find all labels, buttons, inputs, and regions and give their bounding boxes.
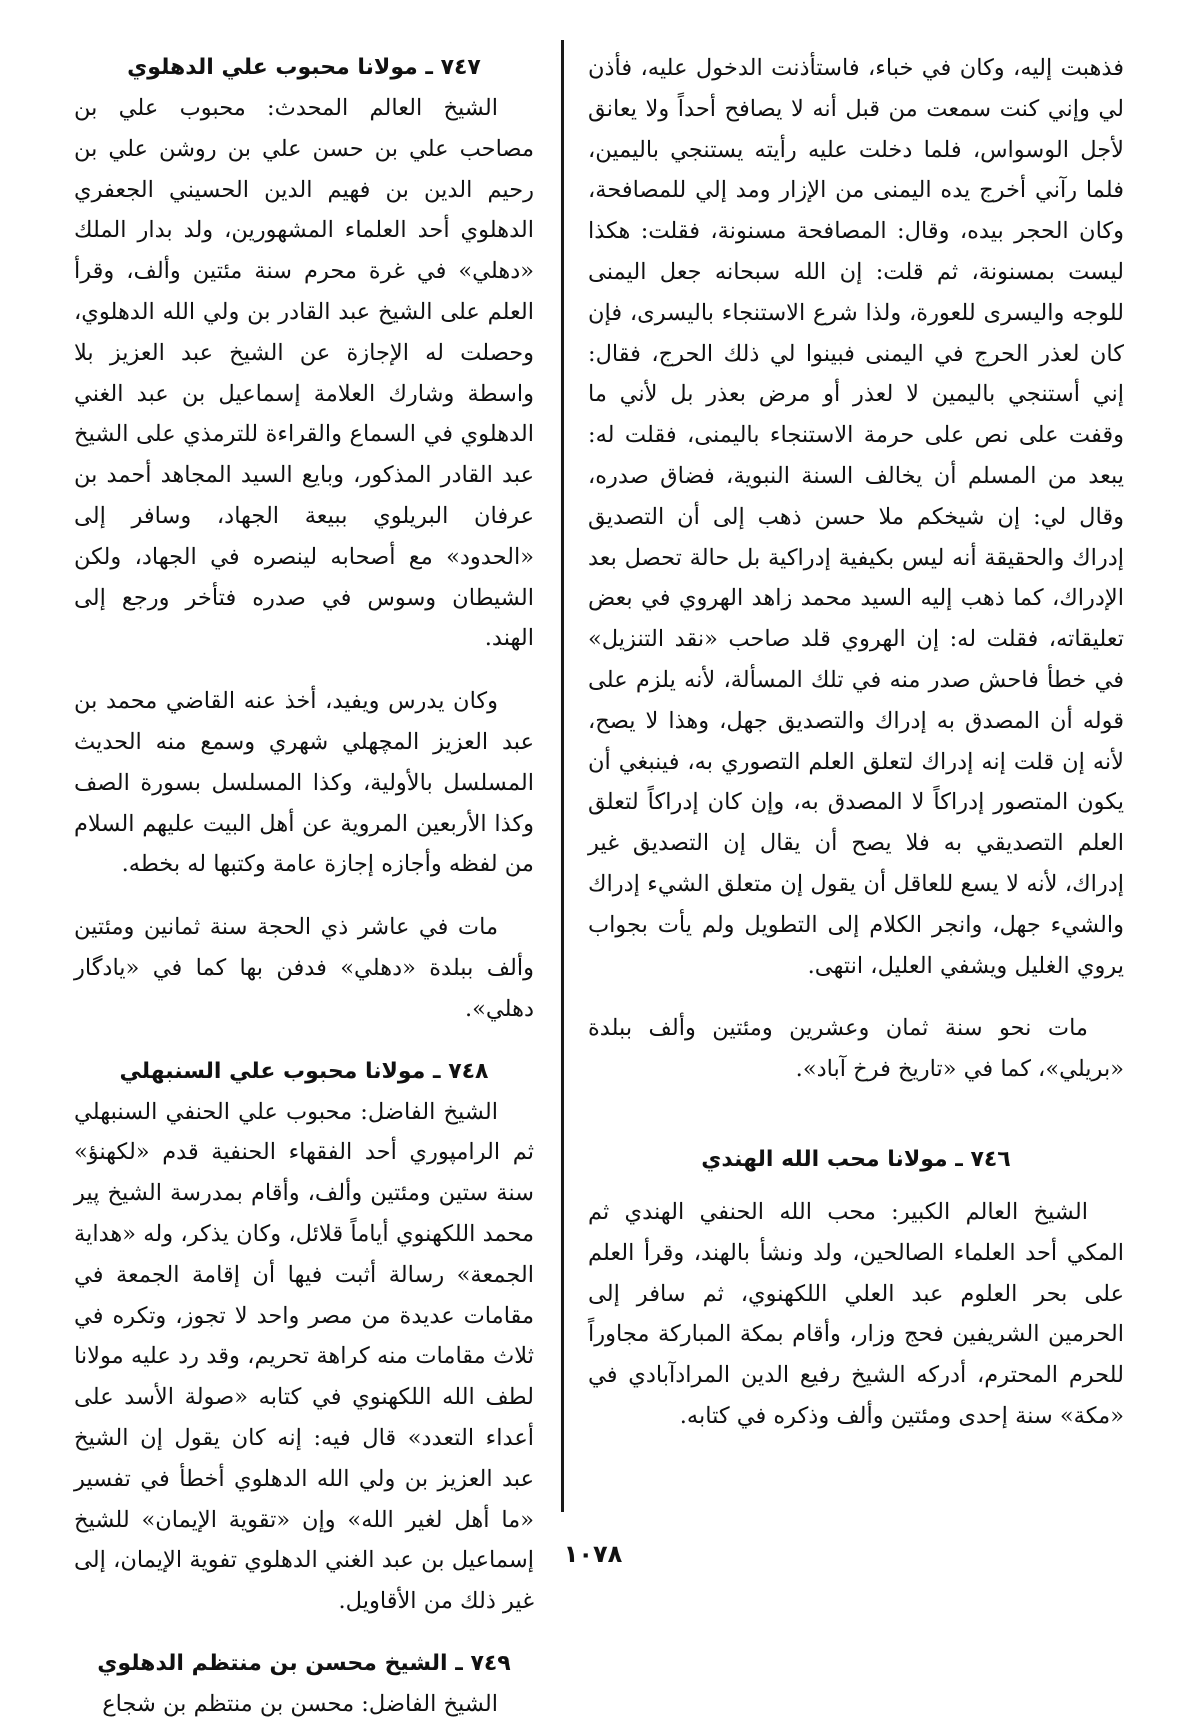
paragraph-death-date: مات نحو سنة ثمان وعشرين ومئتين وألف ببلدة «بريلي»، كما في «تاريخ فرخ آباد». xyxy=(588,1015,1124,1083)
entry-text-747-part3: مات في عاشر ذي الحجة سنة ثمانين ومئتين وألف ببلدة «دهلي» فدفن بها كما في «يادگار دهلي». xyxy=(74,914,534,1022)
column-divider xyxy=(561,40,564,1512)
entry-heading-747: ٧٤٧ ـ مولانا محبوب علي الدهلوي xyxy=(127,55,481,80)
entry-text-747-part2: وكان يدرس ويفيد، أخذ عنه القاضي محمد بن عبد العزيز المچهلي شهري وسمع منه الحديث المسلسل بالأولية، وكذا المسلسل بسورة الصف وكذا الأربعين المروية عن أهل البيت عليهم السلام من لفظه وأجازه إجازة عامة وكتبها له بخطه. xyxy=(74,688,534,878)
paragraph-continuation: فذهبت إليه، وكان في خباء، فاستأذنت الدخول عليه، فأذن لي وإني كنت سمعت من قبل أنه لا يصافح أحداً ولا يعانق لأجل الوسواس، فلما دخلت عليه رأيته يستنجي باليمين، فلما رآني أخرج يده اليمنى من الإزار ومد إلي للمصافحة، وكان الحجر بيده، وقال: المصافحة مسنونة، فقلت: هكذا ليست بمسنونة، ثم قلت: إن الله سبحانه جعل اليمنى للوجه واليسرى للعورة، ولذا شرع الاستنجاء باليسرى، فإن كان لعذر الحرج في اليمنى فبينوا لي ذلك الحرج، فقال: إني أستنجي باليمين لا لعذر أو مرض بعذر بل لأني ما وقفت على نص على حرمة الاستنجاء باليمنى، فقلت له: يبعد من المسلم أن يخالف السنة النبوية، فضاق صدره، وقال لي: إن شيخكم ملا حسن ذهب إلى أن التصديق إدراك والحقيقة أنه ليس بكيفية إدراكية بل حالة تحصل بعد الإدراك، كما ذهب إليه السيد محمد زاهد الهروي في بعض تعليقاته، فقلت له: إن الهروي قلد صاحب «نقد التنزيل» في خطأ فاحش صدر منه في تلك المسألة، لأنه يلزم على قوله أن المصدق به إدراك والتصديق جهل، وهذا لا يصح، لأنه إن قلت إنه إدراك لتعلق العلم التصوري به، فينبغي أن يكون المتصور إدراكاً لا المصدق به، وإن كان إدراكاً لتعلق العلم التصديقي به فلا يصح أن يقال إن التصديق غير إدراك، لأنه لا يسع للعاقل أن يقول إن متعلق الشيء إدراك والشيء جهل، وانجر الكلام إلى التطويل ولم يأت بجواب يروي الغليل ويشفي العليل، انتهى. xyxy=(588,55,1124,979)
left-column xyxy=(74,48,534,1717)
page-number: ١٠٧٨ xyxy=(563,1540,623,1568)
entry-text-748: الشيخ الفاضل: محبوب علي الحنفي السنبهلي ثم الرامپوري أحد الفقهاء الحنفية قدم «لكهنؤ» سنة ستين ومئتين وألف، وأقام بمدرسة الشيخ پير محمد اللكهنوي أياماً قلائل، وكان يذكر، وله «هداية الجمعة» رسالة أثبت فيها أن إقامة الجمعة في مقامات عديدة من مصر واحد لا تجوز، وتكره في ثلاث مقامات منه كراهة تحريم، وقد رد عليه مولانا لطف الله اللكهنوي في كتابه «صولة الأسد على أعداء التعدد» قال فيه: إنه كان يقول إن الشيخ عبد العزيز بن ولي الله الدهلوي أخطأ في تفسير «ما أهل لغير الله» وإن «تقوية الإيمان» للشيخ إسماعيل بن عبد الغني الدهلوي تفوية الإيمان، إلى غير ذلك من الأقاويل. xyxy=(74,1098,534,1615)
entry-heading-749: ٧٤٩ ـ الشيخ محسن بن منتظم الدهلوي xyxy=(97,1650,511,1676)
entry-text-749: الشيخ الفاضل: محسن بن منتظم بن شجاع xyxy=(102,1690,498,1717)
entry-heading-746: ٧٤٦ ـ مولانا محب الله الهندي xyxy=(701,1146,1011,1172)
right-column xyxy=(588,48,1124,1588)
entry-heading-748: ٧٤٨ ـ مولانا محبوب علي السنبهلي xyxy=(119,1058,489,1084)
entry-text-747-part1: الشيخ العالم المحدث: محبوب علي بن مصاحب علي بن حسن علي بن روشن علي بن رحيم الدين بن فهيم الدين الحسيني الجعفري الدهلوي أحد العلماء المشهورين، ولد بدار الملك «دهلي» في غرة محرم سنة مئتين وألف، وقرأ العلم على الشيخ عبد القادر بن ولي الله الدهلوي، وحصلت له الإجازة عن الشيخ عبد العزيز بلا واسطة وشارك العلامة إسماعيل بن عبد الغني الدهلوي في السماع والقراءة للترمذي على الشيخ عبد القادر المذكور، وبايع السيد المجاهد أحمد بن عرفان البريلوي ببيعة الجهاد، وسافر إلى «الحدود» مع أصحابه لينصره في الجهاد، ولكن الشيطان وسوس في صدره فتأخر ورجع إلى الهند. xyxy=(74,95,534,652)
entry-text-746: الشيخ العالم الكبير: محب الله الحنفي الهندي ثم المكي أحد العلماء الصالحين، ولد ونشأ بالهند، وقرأ العلم على بحر العلوم عبد العلي اللكهنوي، ثم سافر إلى الحرمين الشريفين فحج وزار، وأقام بمكة المباركة مجاوراً للحرم المحترم، أدركه الشيخ رفيع الدين المرادآبادي في «مكة» سنة إحدى ومئتين وألف وذكره في كتابه. xyxy=(588,1198,1124,1429)
